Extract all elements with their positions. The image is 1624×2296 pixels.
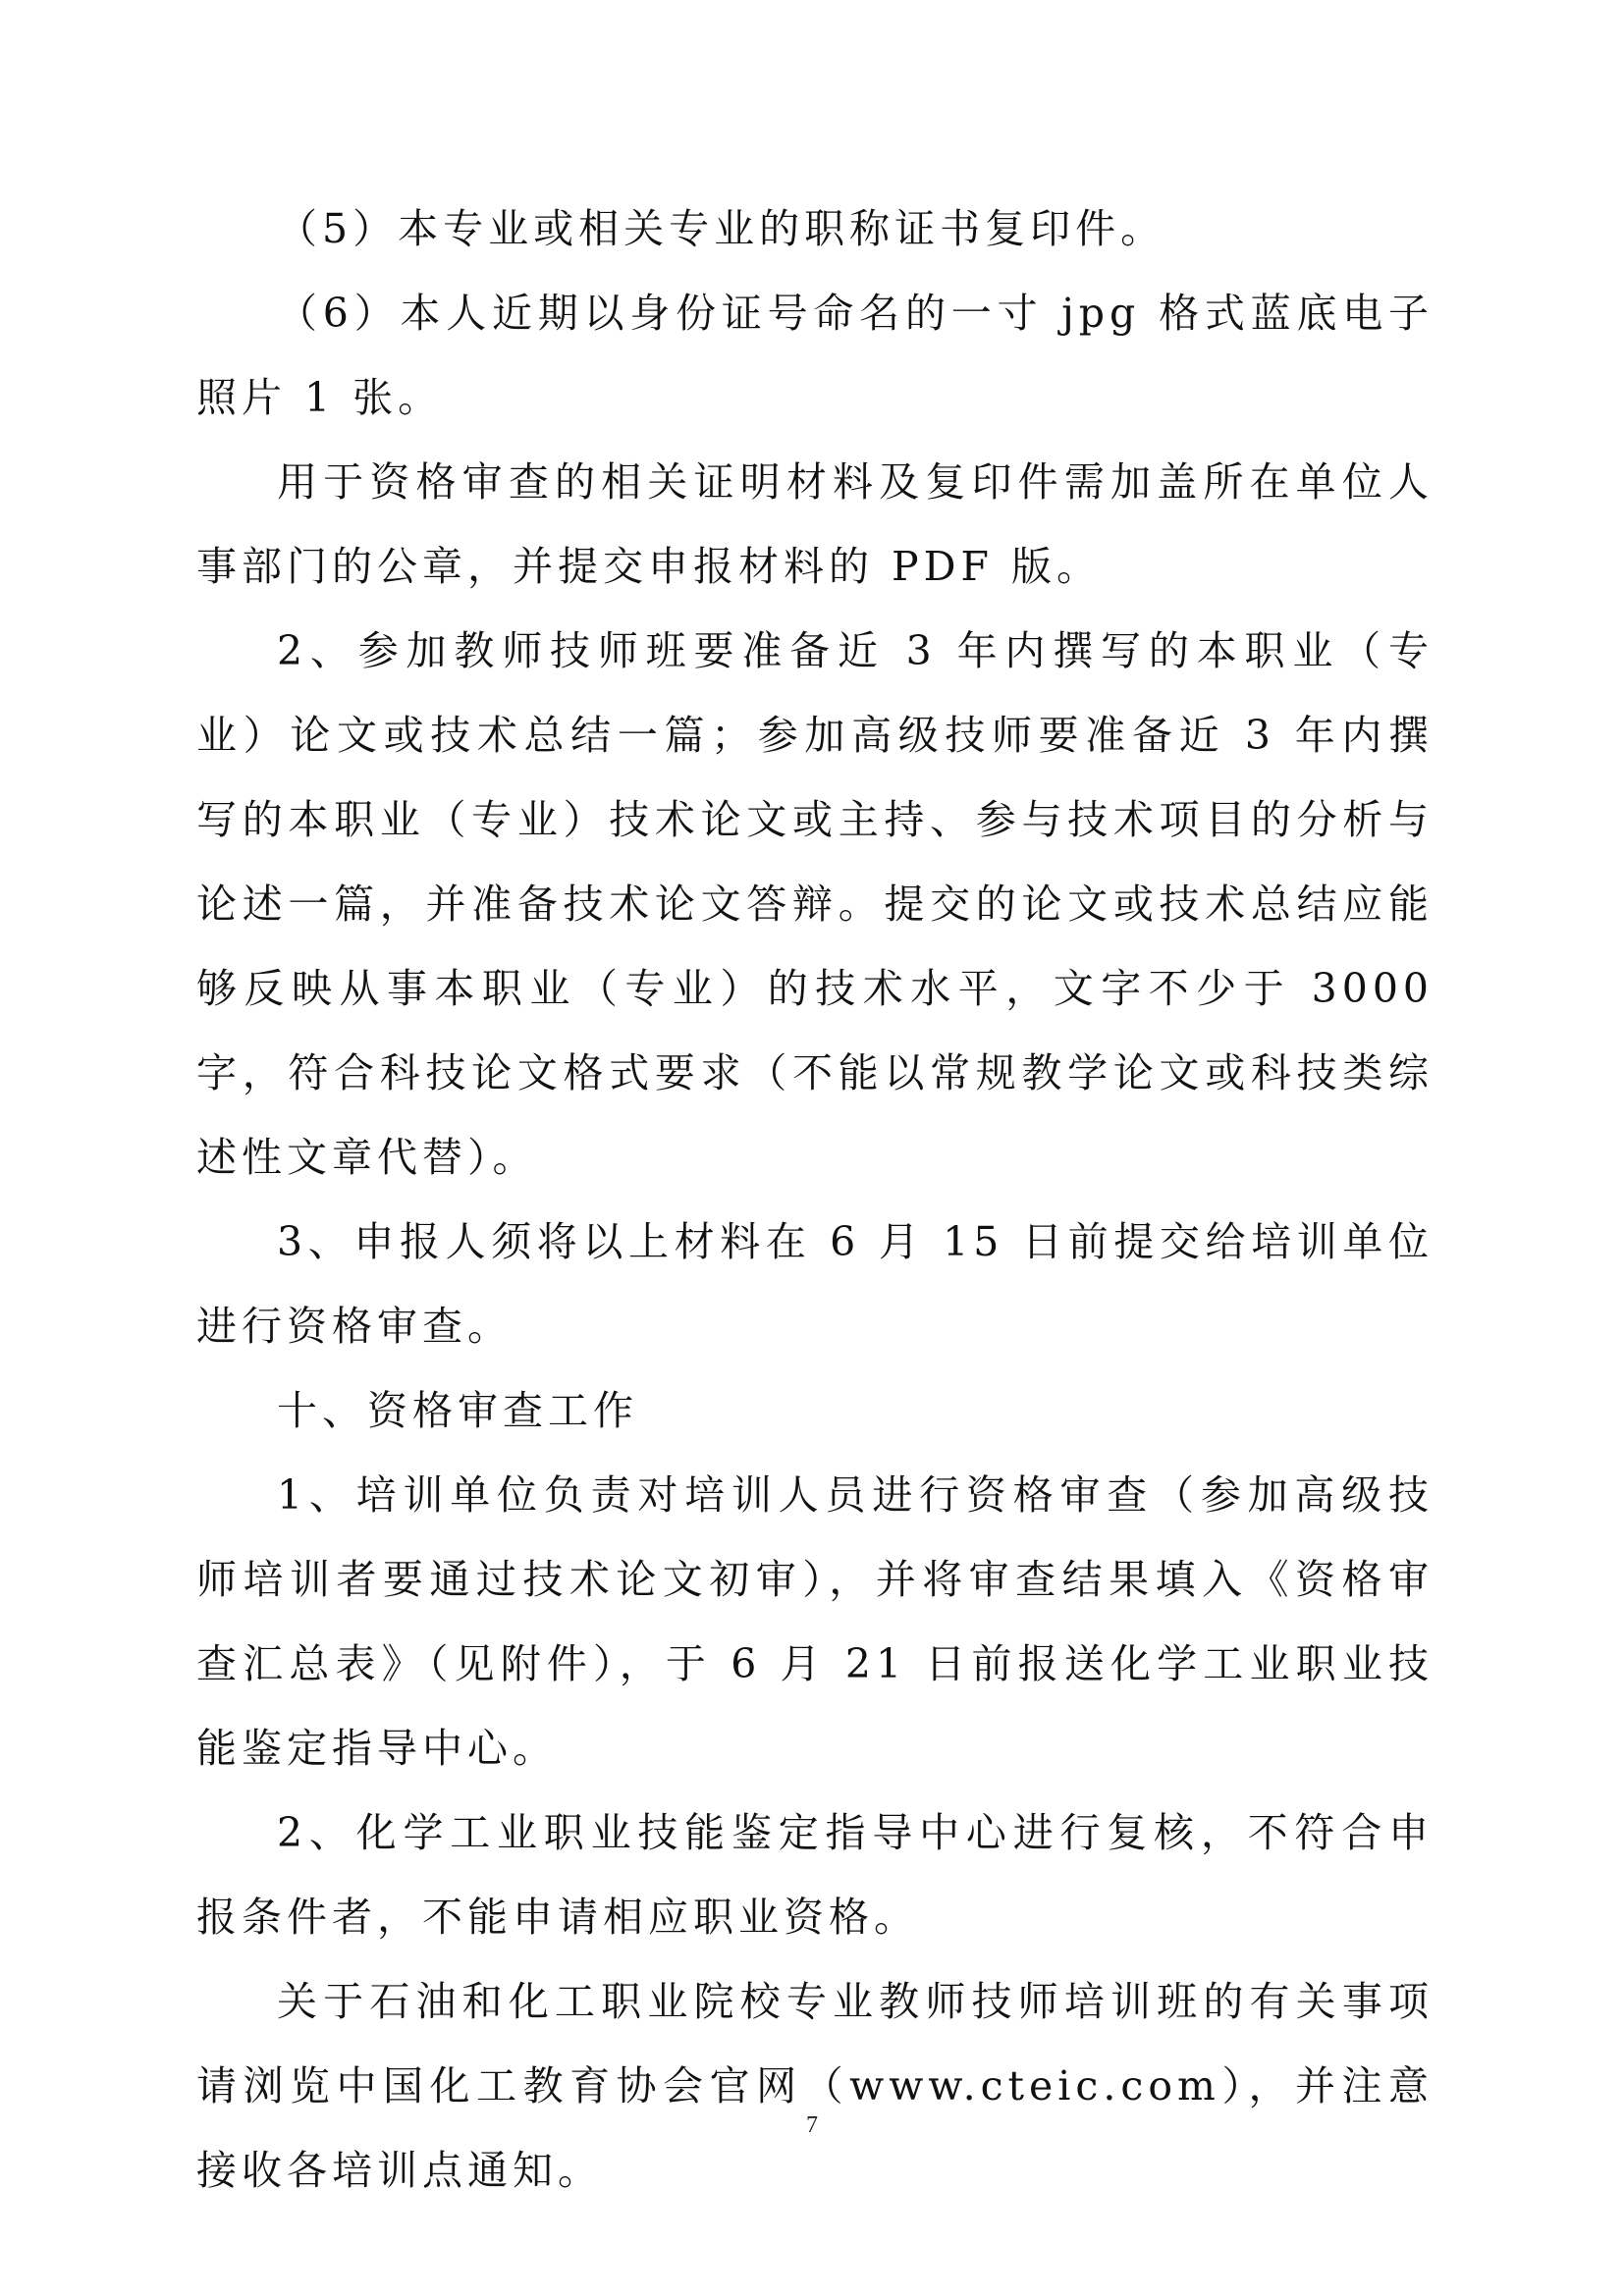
paragraph-seal-requirement: 用于资格审查的相关证明材料及复印件需加盖所在单位人事部门的公章，并提交申报材料的 PDF 版。 xyxy=(196,458,1434,590)
section-heading-qualification-review: 十、资格审查工作 xyxy=(277,1387,638,1434)
paragraph-item-6-photo: （6）本人近期以身份证号命名的一寸 jpg 格式蓝底电子照片 1 张。 xyxy=(196,290,1434,421)
paragraph-item-5-certificate: （5）本专业或相关专业的职称证书复印件。 xyxy=(277,205,1166,252)
paragraph-center-recheck: 2、化学工业职业技能鉴定指导中心进行复核，不符合申报条件者，不能申请相应职业资格。 xyxy=(196,1809,1434,1941)
paragraph-thesis-requirement: 2、参加教师技师班要准备近 3 年内撰写的本职业（专业）论文或技术总结一篇；参加高级技师要准备近 3 年内撰写的本职业（专业）技术论文或主持、参与技术项目的分析与论述一篇，并准备技术论文答辩。提交的论文或技术总结应能够反映从事本职业（专业）的技术水平，文字不少于 3000 字，符合科技论文格式要求（不能以常规教学论文或科技类综述性文章代替）。 xyxy=(196,627,1434,1181)
paragraph-website-notice: 关于石油和化工职业院校专业教师技师培训班的有关事项请浏览中国化工教育协会官网（www.cteic.com），并注意接收各培训点通知。 xyxy=(196,1978,1434,2194)
document-body xyxy=(196,187,1434,2213)
page-number: 7 xyxy=(806,2112,818,2138)
paragraph-submission-deadline: 3、申报人须将以上材料在 6 月 15 日前提交给培训单位进行资格审查。 xyxy=(196,1218,1434,1350)
paragraph-training-unit-review: 1、培训单位负责对培训人员进行资格审查（参加高级技师培训者要通过技术论文初审），并将审查结果填入《资格审查汇总表》（见附件），于 6 月 21 日前报送化学工业职业技能鉴定指导中心。 xyxy=(196,1471,1434,1772)
